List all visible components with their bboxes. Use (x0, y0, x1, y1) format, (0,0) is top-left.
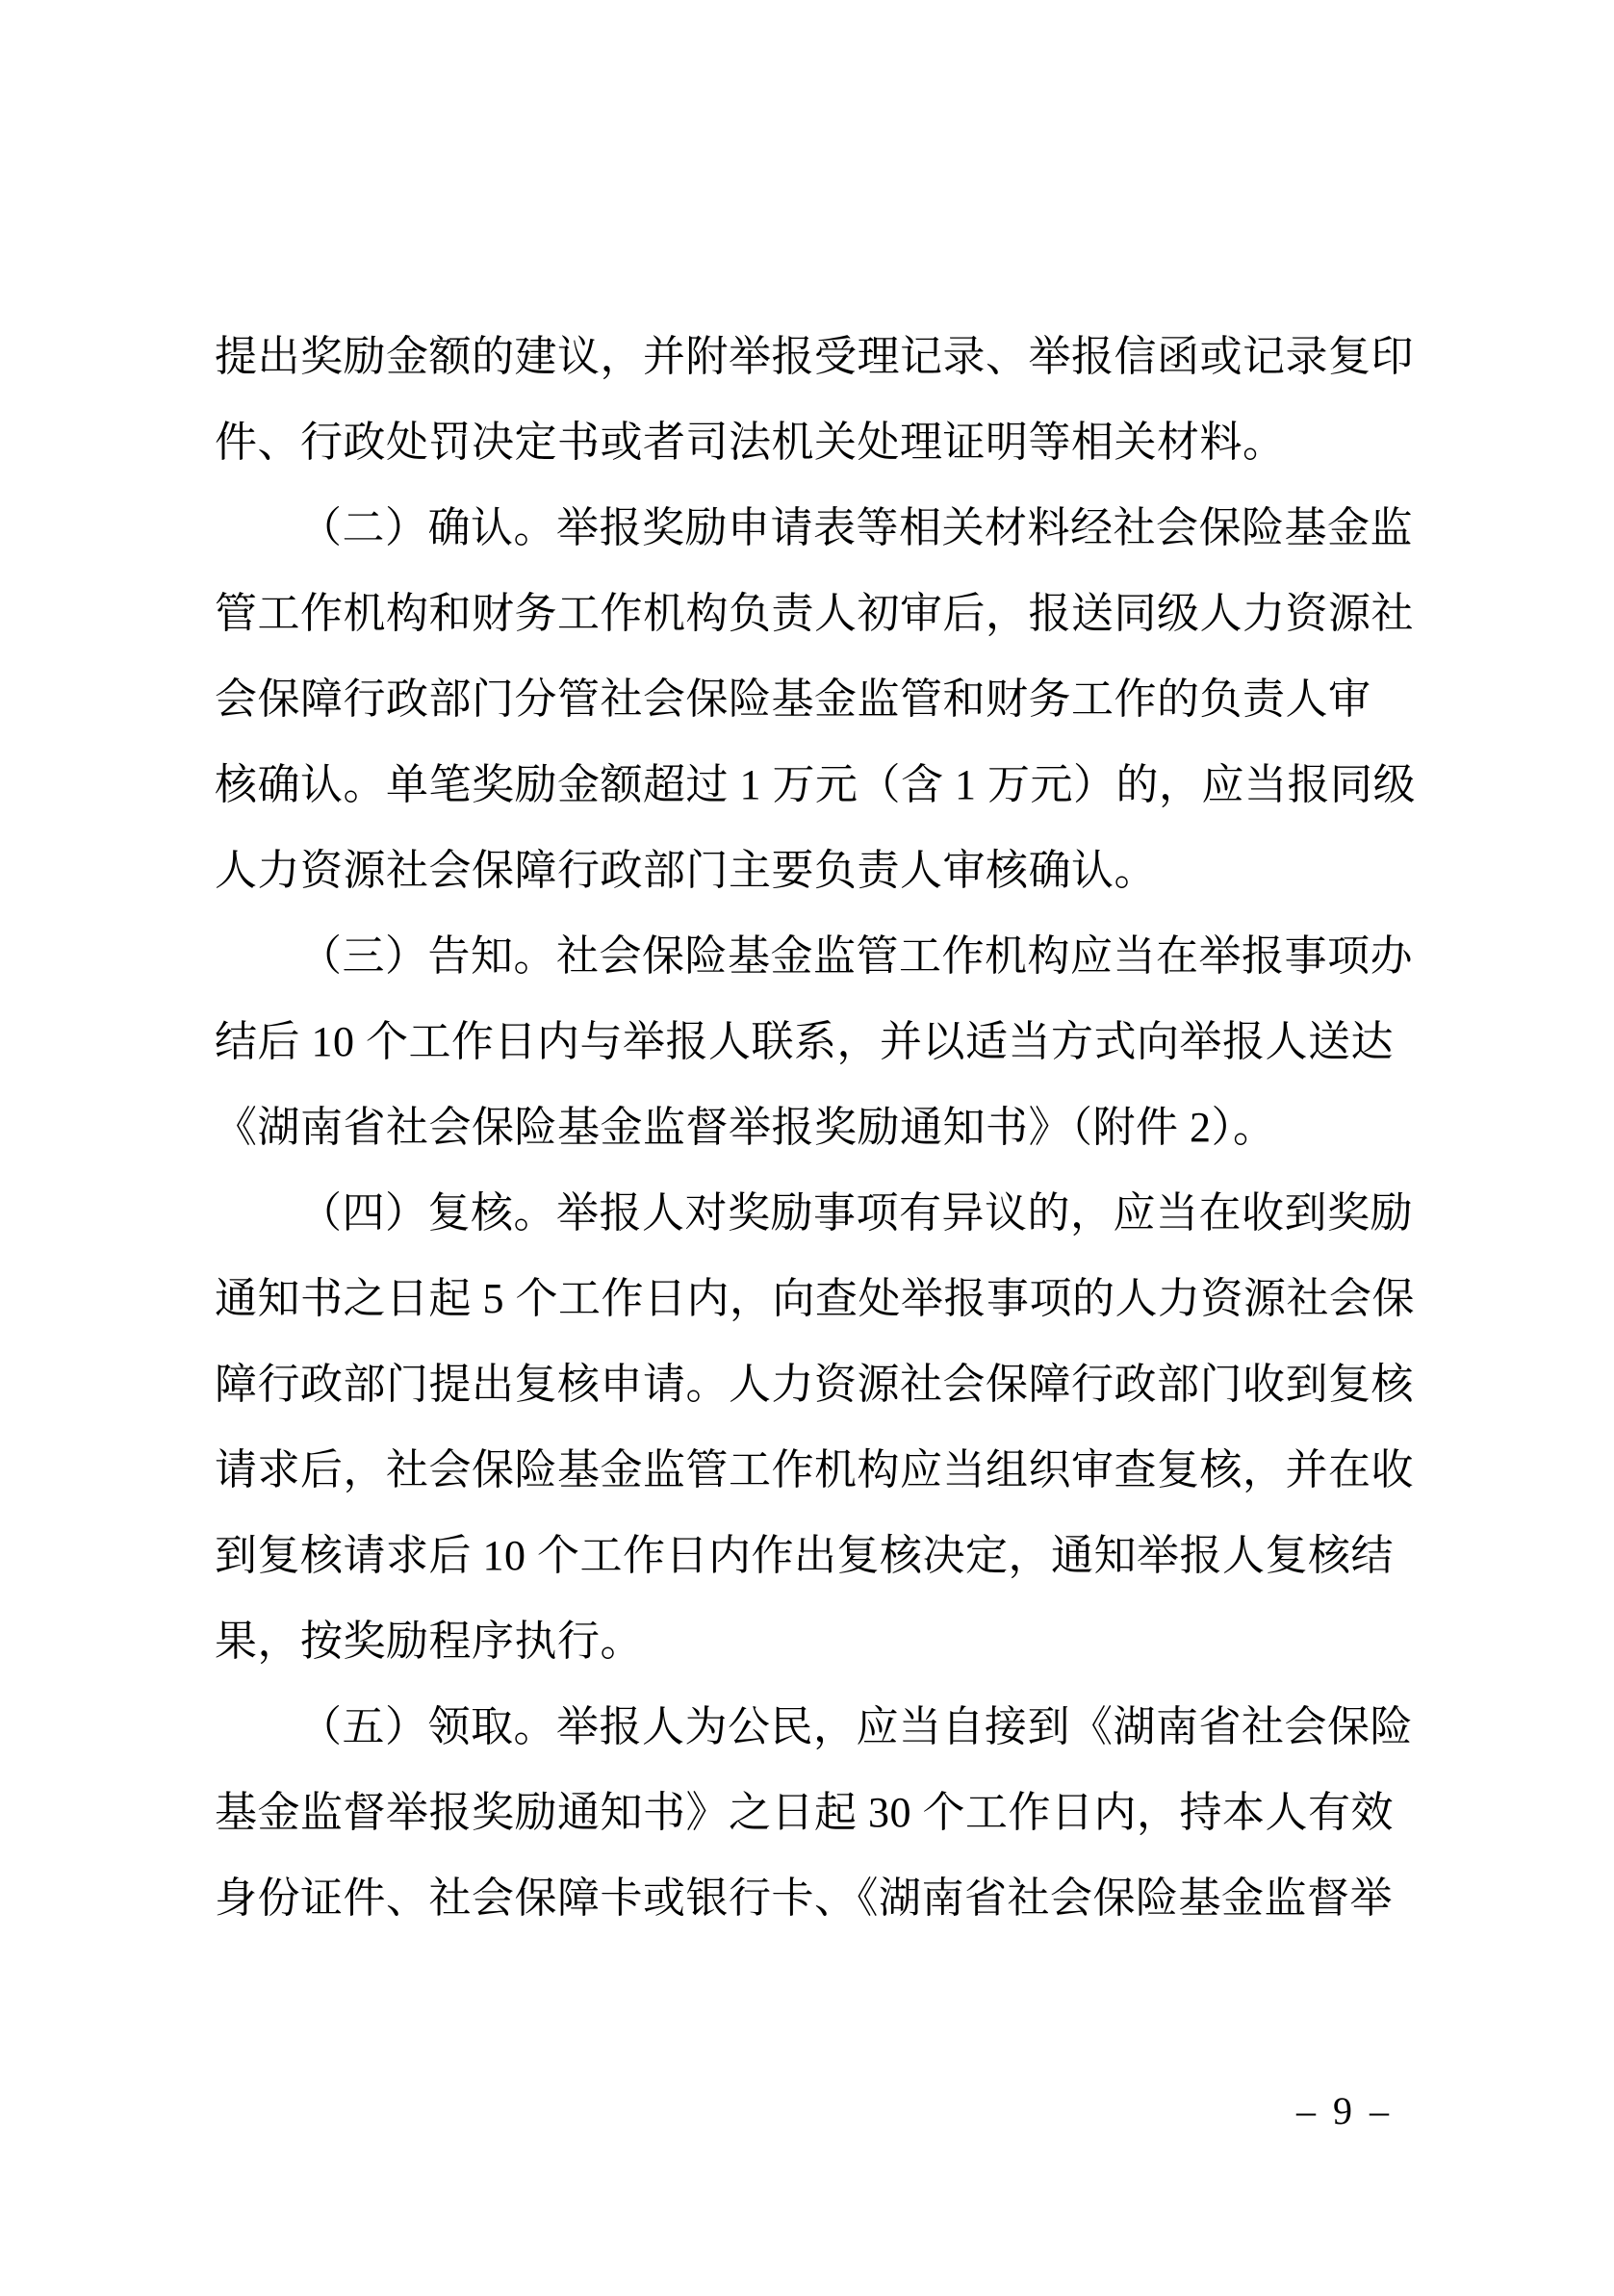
text-line: 到复核请求后 10 个工作日内作出复核决定，通知举报人复核结 (215, 1532, 1394, 1579)
text-line: 《湖南省社会保险基金监督举报奖励通知书》（附件 2）。 (215, 1104, 1276, 1151)
text-line: （三）告知。社会保险基金监管工作机构应当在举报事项办 (299, 932, 1413, 980)
text-line: 障行政部门提出复核申请。人力资源社会保障行政部门收到复核 (215, 1361, 1414, 1408)
text-line: 核确认。单笔奖励金额超过 1 万元（含 1 万元）的，应当报同级 (215, 761, 1416, 808)
text-line: （四）复核。举报人对奖励事项有异议的，应当在收到奖励 (299, 1189, 1413, 1237)
text-line: （二）确认。举报奖励申请表等相关材料经社会保险基金监 (299, 504, 1413, 551)
text-line: 果，按奖励程序执行。 (215, 1618, 643, 1665)
text-line: 人力资源社会保障行政部门主要负责人审核确认。 (215, 847, 1157, 894)
text-line: 提出奖励金额的建议，并附举报受理记录、举报信函或记录复印 (215, 333, 1414, 380)
text-line: 通知书之日起 5 个工作日内，向查处举报事项的人力资源社会保 (215, 1275, 1415, 1322)
text-line: 结后 10 个工作日内与举报人联系，并以适当方式向举报人送达 (215, 1018, 1394, 1065)
page-number: – 9 – (1296, 2089, 1393, 2132)
text-line: 身份证件、社会保障卡或银行卡、《湖南省社会保险基金监督举 (215, 1875, 1393, 1922)
text-line: （五）领取。举报人为公民，应当自接到《湖南省社会保险 (299, 1703, 1413, 1750)
document-body (215, 314, 1416, 1941)
text-line: 基金监督举报奖励通知书》之日起 30 个工作日内，持本人有效 (215, 1789, 1394, 1836)
text-line: 管工作机构和财务工作机构负责人初审后，报送同级人力资源社 (215, 590, 1414, 637)
text-line: 请求后，社会保险基金监管工作机构应当组织审查复核，并在收 (215, 1446, 1414, 1493)
text-line: 会保障行政部门分管社会保险基金监管和财务工作的负责人审 (215, 676, 1371, 723)
text-line: 件、行政处罚决定书或者司法机关处理证明等相关材料。 (215, 419, 1286, 466)
